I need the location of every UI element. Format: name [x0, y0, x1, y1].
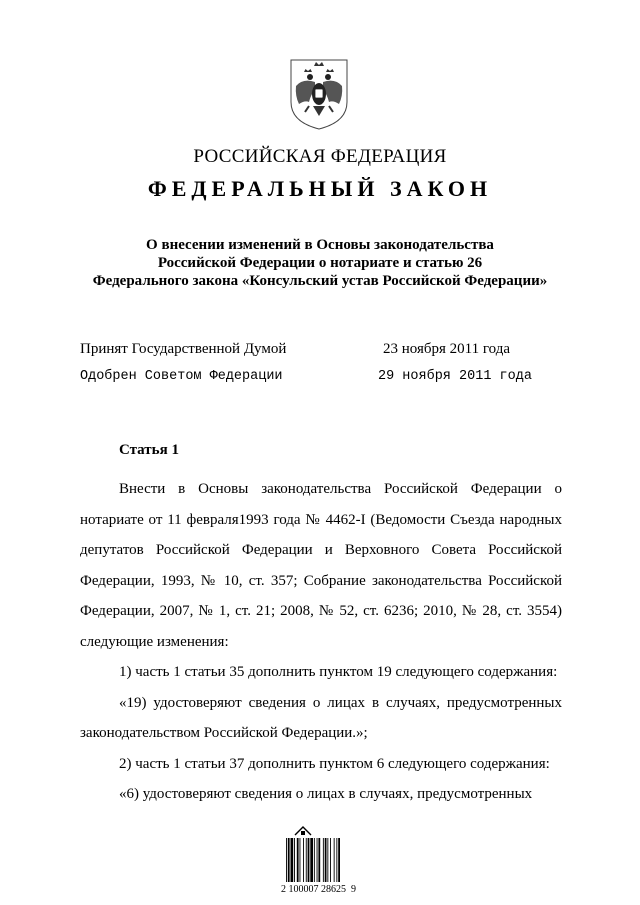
barcode-bar [314, 838, 315, 882]
country-name: РОССИЙСКАЯ ФЕДЕРАЦИЯ [193, 146, 447, 167]
barcode-bar [300, 838, 301, 882]
barcode-bar [317, 838, 318, 882]
double-headed-eagle-emblem-icon [287, 56, 351, 132]
barcode-bar [338, 838, 340, 882]
barcode-bar [325, 838, 327, 882]
barcode-bar [327, 838, 328, 882]
barcode-bar [310, 838, 313, 882]
article-paragraph: 2) часть 1 статьи 37 дополнить пунктом 6 следующего содержания: [119, 755, 550, 772]
barcode-bar [288, 838, 290, 882]
barcode-bar [330, 838, 331, 882]
article-heading: Статья 1 [119, 442, 179, 458]
barcode-bar [306, 838, 307, 882]
council-approval-date: 29 ноября 2011 года [378, 369, 532, 384]
barcode-bar [294, 838, 295, 882]
title-line: Российской Федерации о нотариате и статью 26 [157, 255, 483, 271]
barcode-bar [336, 838, 337, 882]
barcode-bar [323, 838, 324, 882]
barcode-number: 2 100007 28625 9 [281, 884, 356, 895]
article-paragraph: «6) удостоверяют сведения о лицах в случаях, предусмотренных [119, 786, 533, 802]
article-paragraph: Внести в Основы законодательства Российской Федерации о нотариате от 11 февраля1993 года № 4462-I (Ведомости Съезда народных депутатов Российской Федерации и Верховного Совета Российской Федерации, 1993, № 10, ст. 357; Собрание законодательства Российской Федерации, 2007, № 1, ст. 21; 2008, № 52, ст. 6236; 2010, № 28, ст. 3554) следующие изменения: [80, 481, 562, 650]
document-type: ФЕДЕРАЛЬНЫЙ ЗАКОН [147, 176, 493, 201]
barcode-bar [308, 838, 310, 882]
title-line: Федерального закона «Консульский устав Российской Федерации» [92, 273, 548, 289]
barcode-bar [297, 838, 299, 882]
duma-adoption-label: Принят Государственной Думой [80, 341, 287, 357]
article-paragraph: «19) удостоверяют сведения о лицах в случаях, предусмотренных законодательством Российской Федерации.»; [80, 694, 562, 741]
title-line: О внесении изменений в Основы законодательства [146, 237, 494, 253]
barcode-bar [303, 838, 304, 882]
barcode-bar [291, 838, 294, 882]
barcode-marker-icon [293, 826, 313, 836]
duma-adoption-date: 23 ноября 2011 года [383, 341, 511, 357]
article-paragraph: 1) часть 1 статьи 35 дополнить пунктом 19 следующего содержания: [119, 664, 558, 680]
barcode-icon [286, 838, 356, 882]
document-title [0, 236, 640, 290]
article-body [80, 474, 562, 810]
barcode-bar [334, 838, 335, 882]
barcode-bar [286, 838, 287, 882]
barcode-bar [318, 838, 320, 882]
council-approval-label: Одобрен Советом Федерации [80, 369, 283, 384]
